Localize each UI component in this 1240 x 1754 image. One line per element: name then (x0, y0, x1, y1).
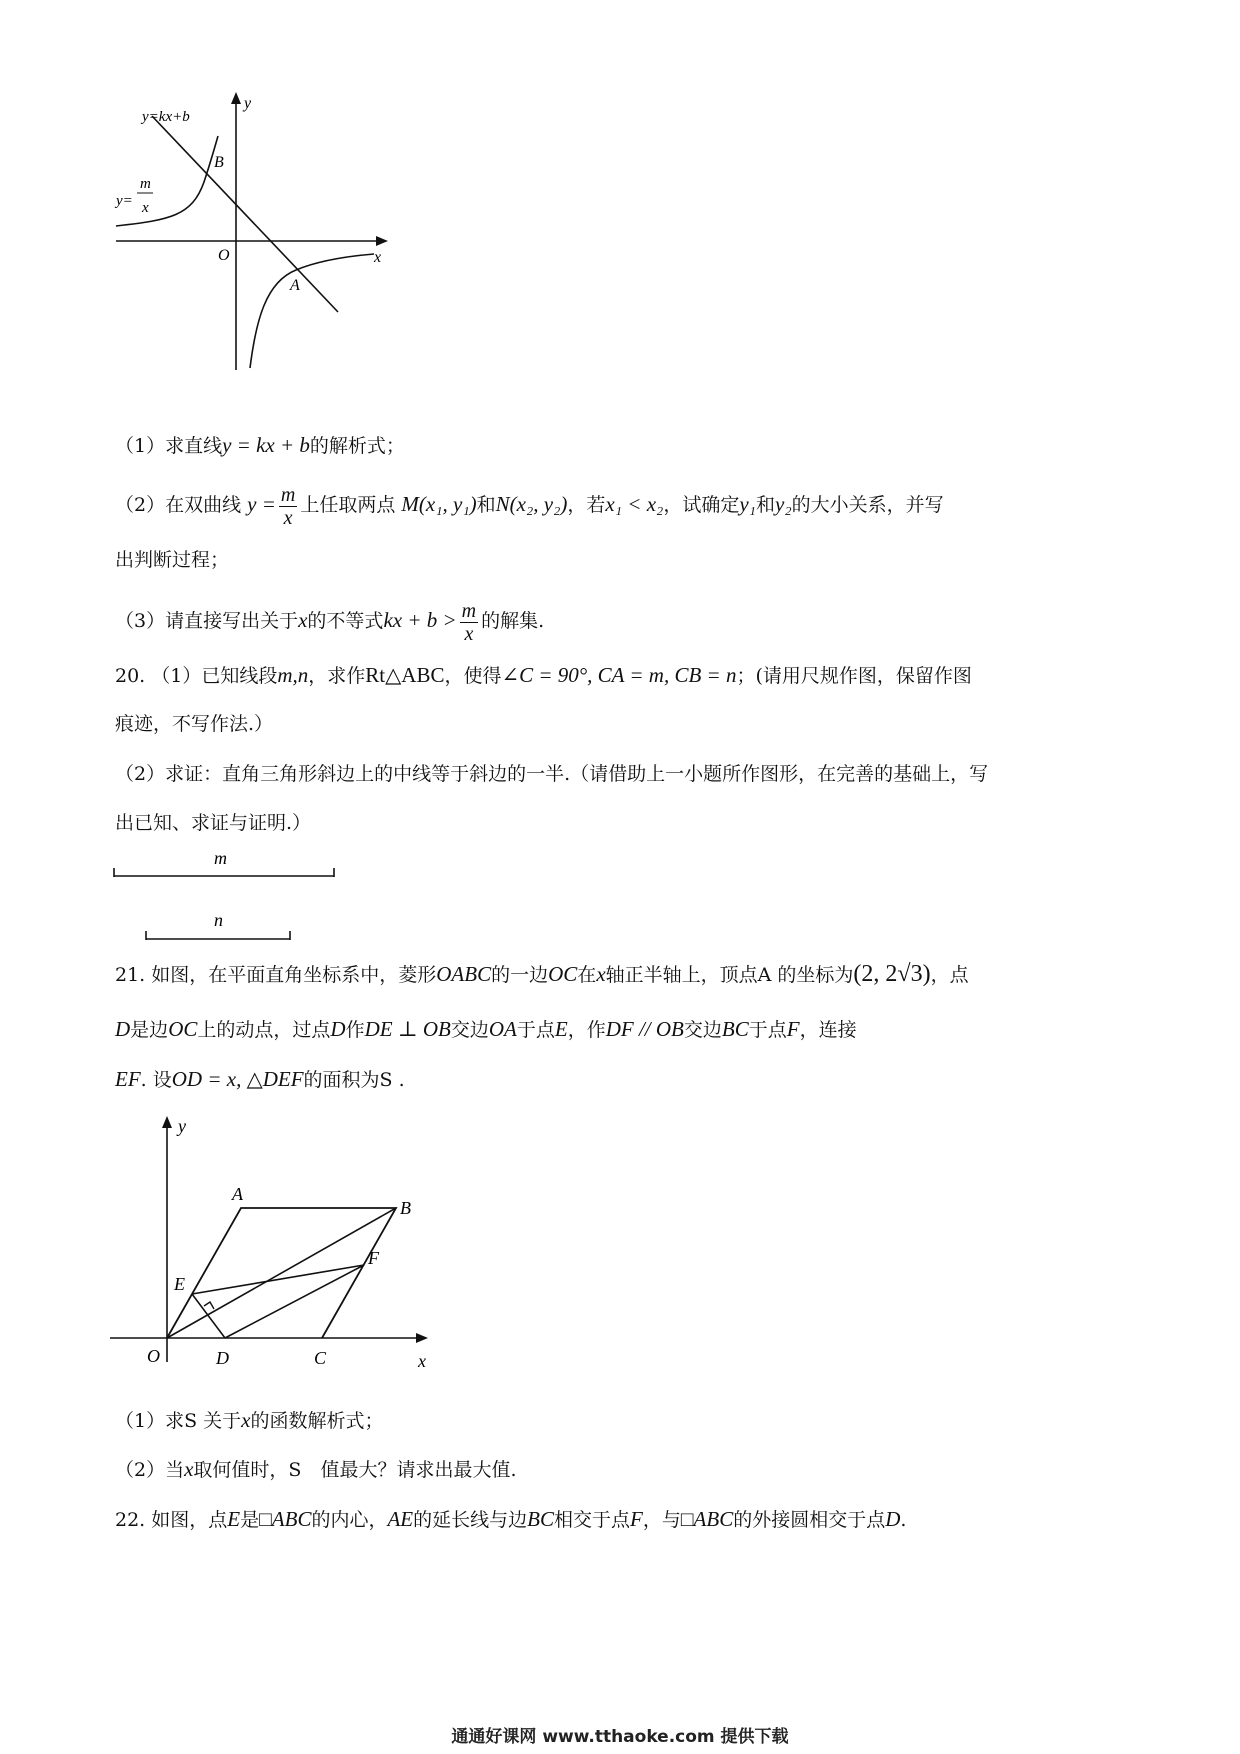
label-O: O (147, 1346, 160, 1366)
label-origin: O (218, 247, 230, 264)
label-x-axis-2: x (418, 1351, 426, 1371)
q19-part2-line2: 出判断过程； (115, 549, 230, 571)
label-A: A (232, 1184, 243, 1204)
label-n: n (214, 910, 223, 930)
frac-m-over-x-2: $\frac{m}{x}$ (461, 599, 477, 645)
label-E: E (174, 1274, 185, 1294)
hyperbola-branch-left (116, 136, 218, 226)
figure-rhombus-oabc (100, 1112, 440, 1382)
label-curve-den: x (142, 200, 149, 216)
frac-m-over-x: $\frac{m}{x}$ (280, 483, 296, 529)
label-F: F (368, 1248, 379, 1268)
label-curve-num: m (140, 176, 151, 192)
q20-line3: （2）求证：直角三角形斜边上的中线等于斜边的一半.（请借助上一小题所作图形，在完善的基础上，写 (115, 763, 989, 785)
q20-line1: 20. （1）已知线段m,n，求作Rt△ABC，使得∠C = 90°, CA = m, CB = n；(请用尺规作图，保留作图 (115, 663, 972, 687)
label-point-a: A (290, 277, 300, 294)
label-D: D (216, 1348, 229, 1368)
x-axis-arrow (376, 236, 388, 246)
hyperbola-branch-right (250, 254, 374, 368)
figure-hyperbola-line (110, 90, 410, 380)
q22-line1: 22. 如图，点E是□ABC的内心，AE的延长线与边BC相交于点F，与□ABC的外接圆相交于点D. (115, 1507, 907, 1531)
line-kx-b (152, 116, 338, 312)
label-C: C (314, 1348, 327, 1368)
segments-m-n (100, 846, 360, 946)
q21-line3: EF. 设OD = x, △DEF的面积为S . (115, 1067, 405, 1091)
label-x-axis: x (374, 249, 382, 266)
y-axis-2-arrow (162, 1116, 172, 1128)
q21-part1: （1）求S 关于x的函数解析式； (115, 1408, 384, 1432)
q21-line1: 21. 如图，在平面直角坐标系中，菱形OABC的一边OC在x轴正半轴上，顶点A 的坐标为(2, 2√3)，点 (115, 961, 969, 987)
q19-part3: （3）请直接写出关于x的不等式kx + b > $\frac{m}{x}$ 的解集. (115, 599, 545, 645)
segment-ef (192, 1265, 364, 1294)
q21-line2: D是边OC上的动点，过点D作DE ⊥ OB交边OA于点E，作DF // OB交边BC于点F，连接 (115, 1017, 857, 1041)
q19-part1: （1）求直线y = kx + b的解析式； (115, 433, 405, 457)
q20-line4: 出已知、求证与证明.） (115, 812, 312, 834)
x-axis-2-arrow (416, 1333, 428, 1343)
q19-part2: （2）在双曲线 y = $\frac{m}{x}$ 上任取两点 M(x₁, y₁)和N(x₂, y₂)，若x₁ < x₂，试确定y₁和y₂的大小关系，并写 (115, 483, 944, 529)
segment-de (192, 1294, 225, 1338)
label-y-axis-2: y (178, 1116, 186, 1136)
q21-part2: （2）当x取何值时，S 值最大？请求出最大值. (115, 1457, 517, 1481)
q20-line2: 痕迹，不写作法.） (115, 713, 274, 735)
label-y-axis: y (244, 95, 252, 112)
right-angle-mark (204, 1302, 214, 1309)
label-point-b: B (214, 154, 224, 171)
y-axis-arrow (231, 92, 241, 104)
label-curve-y: y= (116, 193, 133, 209)
page-footer: 通通好课网 www.tthaoke.com 提供下载 (451, 1727, 789, 1747)
label-B: B (400, 1198, 411, 1218)
label-line: y=kx+b (142, 109, 190, 125)
label-m: m (214, 848, 227, 868)
diagonal-ob (167, 1208, 396, 1338)
